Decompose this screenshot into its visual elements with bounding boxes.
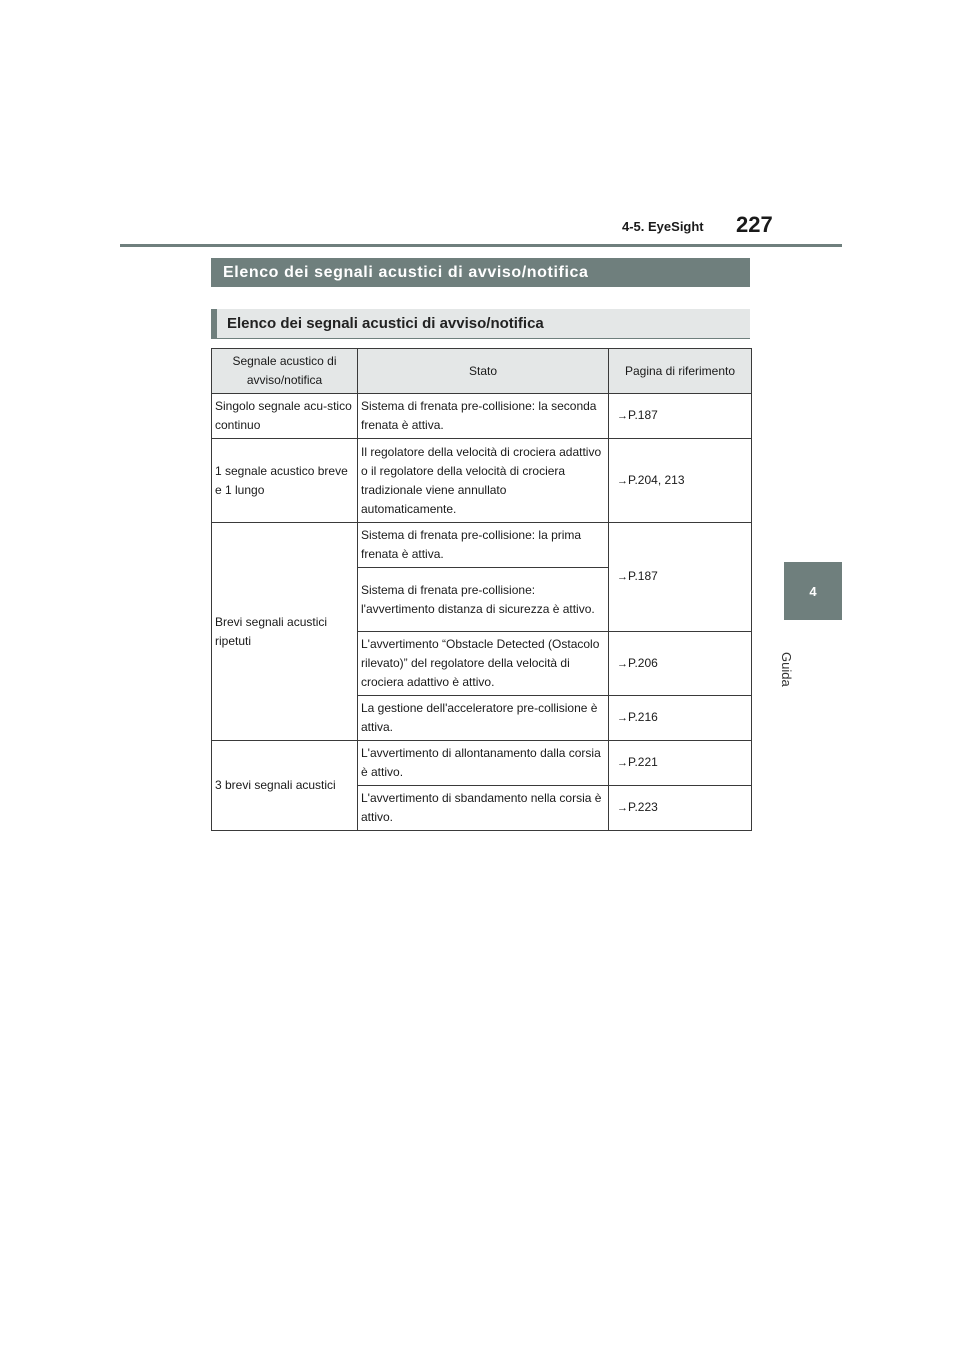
signals-table (211, 348, 752, 831)
reference-link[interactable]: P.187 (628, 569, 658, 583)
reference-cell (609, 786, 752, 831)
state-cell: L'avvertimento di sbandamento nella corsia è attivo. (358, 786, 609, 831)
arrow-icon: → (617, 571, 628, 583)
chapter-number: 4 (809, 583, 817, 599)
arrow-icon: → (617, 410, 628, 422)
section-title: Elenco dei segnali acustici di avviso/notifica (223, 263, 589, 281)
arrow-icon: → (617, 802, 628, 814)
column-header-state: Stato (358, 349, 609, 394)
chapter-tab (784, 562, 842, 620)
section-title-bar (211, 258, 750, 287)
table-row (212, 523, 752, 568)
state-cell: Il regolatore della velocità di crociera adattivo o il regolatore della velocità di crociera tradizionale viene annullato automaticamente. (358, 439, 609, 523)
reference-cell (609, 741, 752, 786)
table-row (212, 741, 752, 786)
state-cell: La gestione dell'acceleratore pre-collisione è attiva. (358, 696, 609, 741)
reference-cell (609, 439, 752, 523)
arrow-icon: → (617, 712, 628, 724)
table-header-row (212, 349, 752, 394)
state-cell: L'avvertimento “Obstacle Detected (Ostacolo rilevato)” del regolatore della velocità di crociera adattivo è attivo. (358, 632, 609, 696)
header-rule (120, 244, 842, 247)
section-label: 4-5. EyeSight (622, 219, 704, 234)
state-cell: Sistema di frenata pre-collisione: la prima frenata è attiva. (358, 523, 609, 568)
chapter-label: Guida (779, 652, 794, 687)
arrow-icon: → (617, 657, 628, 670)
reference-link[interactable]: P.187 (628, 408, 658, 422)
signal-cell: 3 brevi segnali acustici (212, 741, 358, 831)
state-cell: L'avvertimento di allontanamento dalla corsia è attivo. (358, 741, 609, 786)
subsection-title: Elenco dei segnali acustici di avviso/notifica (227, 315, 544, 332)
page-number: 227 (736, 212, 773, 237)
reference-cell (609, 632, 752, 696)
column-header-signal: Segnale acustico di avviso/notifica (212, 349, 358, 394)
signal-cell: 1 segnale acustico breve e 1 lungo (212, 439, 358, 523)
reference-link[interactable]: P.221 (628, 755, 658, 769)
table-row (212, 439, 752, 523)
signal-cell: Brevi segnali acustici ripetuti (212, 523, 358, 741)
table-row (212, 394, 752, 439)
state-cell: Sistema di frenata pre-collisione: l'avvertimento distanza di sicurezza è attivo. (358, 568, 609, 632)
state-cell: Sistema di frenata pre-collisione: la seconda frenata è attiva. (358, 394, 609, 439)
reference-link[interactable]: P.223 (628, 800, 658, 814)
reference-link[interactable]: P.204, 213 (628, 472, 685, 487)
column-header-reference: Pagina di riferimento (609, 349, 752, 394)
reference-cell (609, 696, 752, 741)
reference-link[interactable]: P.206 (628, 655, 658, 670)
reference-cell (609, 394, 752, 439)
reference-cell (609, 523, 752, 632)
reference-link[interactable]: P.216 (628, 710, 658, 724)
arrow-icon: → (617, 474, 628, 487)
arrow-icon: → (617, 757, 628, 769)
signal-cell: Singolo segnale acu-stico continuo (212, 394, 358, 439)
subsection-title-bar (211, 309, 750, 339)
